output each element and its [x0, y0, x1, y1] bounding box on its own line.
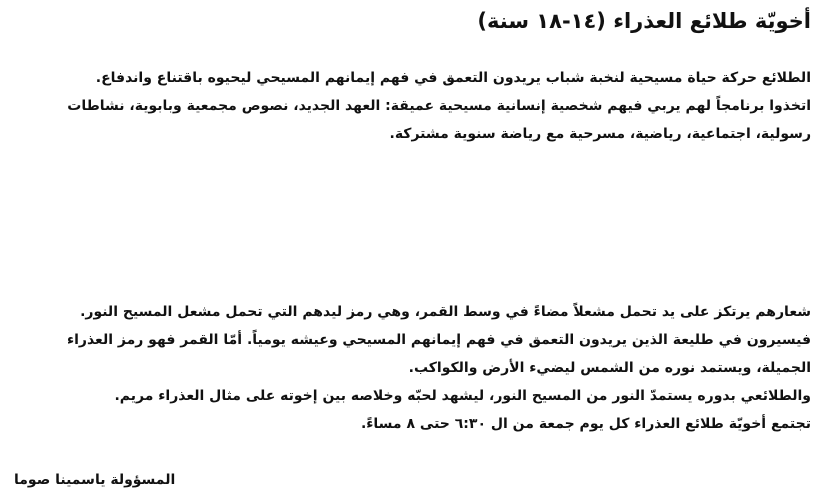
details-paragraph [11, 298, 811, 438]
intro-line: الطلائع حركة حياة مسيحية لنخبة شباب يريدون التعمق في فهم إيمانهم المسيحي ليحيوه باقتناع واندفاع. [95, 70, 811, 86]
details-line: شعارهم يرتكز على يد تحمل مشعلاً مضاءً في وسط القمر، وهي رمز ليدهم التي تحمل مشعل المسيح النور. [80, 304, 811, 320]
signature: المسؤولة ياسمينا صوما [14, 472, 176, 488]
details-line: والطلائعي بدوره يستمدّ النور من المسيح النور، ليشهد لحبّه وخلاصه بين إخوته على مثال العذراء مريم. [114, 388, 811, 404]
intro-line: اتخذوا برنامجاً لهم يربي فيهم شخصية إنسانية مسيحية عميقة: العهد الجديد، نصوص مجمعية وبابوية، نشاطات [67, 98, 811, 114]
page-title: أخويّة طلائع العذراء (١٤-١٨ سنة) [477, 9, 811, 33]
details-line: الجميلة، ويستمد نوره من الشمس ليضيء الأرض والكواكب. [408, 360, 811, 376]
details-line: تجتمع أخويّة طلائع العذراء كل يوم جمعة من ال ٦:٣٠ حتى ٨ مساءً. [360, 416, 811, 432]
details-line: فيسيرون في طليعة الذين يريدون التعمق في فهم إيمانهم المسيحي وعيشه يومياً. أمّا القمر فهو رمز العذراء [66, 332, 811, 348]
intro-paragraph [11, 64, 811, 148]
intro-line: رسولية، اجتماعية، رياضية، مسرحية مع رياضة سنوية مشتركة. [389, 126, 811, 142]
